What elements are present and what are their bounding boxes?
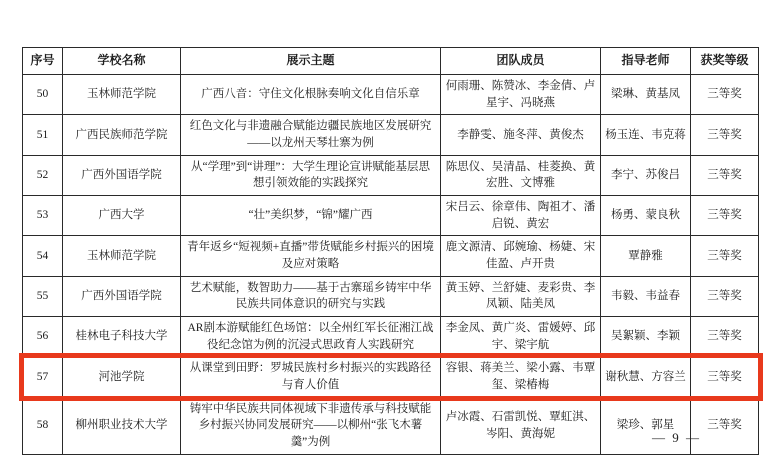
- cell-award: 三等奖: [691, 276, 759, 316]
- cell-no: 51: [23, 115, 63, 155]
- cell-theme: 艺术赋能，数智助力——基于古寨瑶乡铸牢中华民族共同体意识的研究与实践: [181, 276, 441, 316]
- cell-school: 玉林师范学院: [63, 236, 181, 276]
- cell-teachers: 梁琳、黄基凤: [601, 75, 691, 115]
- cell-team: 卢冰霞、石雷凯悦、覃虹淇、岑阳、黄海妮: [441, 397, 601, 454]
- cell-award: 三等奖: [691, 357, 759, 397]
- cell-theme: AR剧本游赋能红色场馆：以全州红军长征湘江战役纪念馆为例的沉浸式思政育人实践研究: [181, 317, 441, 357]
- cell-teachers: 梁珍、郭星: [601, 397, 691, 454]
- table-row: [23, 155, 759, 195]
- cell-team: 鹿文源清、邱婉瑜、杨婕、宋佳盈、卢开贵: [441, 236, 601, 276]
- column-header: 序号: [23, 48, 63, 75]
- cell-school: 广西民族师范学院: [63, 115, 181, 155]
- cell-theme: 从“学理”到“讲理”：大学生理论宣讲赋能基层思想引领效能的实践探究: [181, 155, 441, 195]
- column-header: 展示主题: [181, 48, 441, 75]
- cell-school: 河池学院: [63, 357, 181, 397]
- column-header: 获奖等级: [691, 48, 759, 75]
- cell-award: 三等奖: [691, 236, 759, 276]
- cell-no: 55: [23, 276, 63, 316]
- cell-school: 柳州职业技术大学: [63, 397, 181, 454]
- table-body: [23, 75, 759, 455]
- cell-team: 李金凤、黄广炎、雷媛婷、邱宇、梁宇航: [441, 317, 601, 357]
- cell-teachers: 杨玉连、韦克蒋: [601, 115, 691, 155]
- page-number: — 9 —: [652, 430, 701, 445]
- cell-team: 黄玉婷、兰舒婕、麦彩贵、李凤颖、陆美凤: [441, 276, 601, 316]
- cell-award: 三等奖: [691, 115, 759, 155]
- table-row: [23, 236, 759, 276]
- cell-teachers: 吴絮颖、李颖: [601, 317, 691, 357]
- cell-no: 56: [23, 317, 63, 357]
- cell-teachers: 韦毅、韦益春: [601, 276, 691, 316]
- cell-school: 广西外国语学院: [63, 276, 181, 316]
- cell-no: 52: [23, 155, 63, 195]
- cell-award: 三等奖: [691, 75, 759, 115]
- cell-award: 三等奖: [691, 196, 759, 236]
- table-header: [23, 48, 759, 75]
- cell-no: 54: [23, 236, 63, 276]
- awards-table: [22, 47, 759, 455]
- cell-theme: “壮”美织梦，“锦”耀广西: [181, 196, 441, 236]
- cell-teachers: 杨勇、蒙良秋: [601, 196, 691, 236]
- column-header: 指导老师: [601, 48, 691, 75]
- table-row: [23, 115, 759, 155]
- table-row: [23, 75, 759, 115]
- cell-teachers: 覃静雅: [601, 236, 691, 276]
- column-header: 团队成员: [441, 48, 601, 75]
- cell-no: 53: [23, 196, 63, 236]
- table-header-row: [23, 48, 759, 75]
- cell-school: 玉林师范学院: [63, 75, 181, 115]
- table-row: [23, 397, 759, 454]
- column-header: 学校名称: [63, 48, 181, 75]
- cell-award: 三等奖: [691, 155, 759, 195]
- cell-no: 50: [23, 75, 63, 115]
- table-row: [23, 317, 759, 357]
- cell-theme: 广西八音：守住文化根脉奏响文化自信乐章: [181, 75, 441, 115]
- cell-no: 58: [23, 397, 63, 454]
- cell-team: 李静雯、施冬萍、黄俊杰: [441, 115, 601, 155]
- cell-theme: 从课堂到田野：罗城民族村乡村振兴的实践路径与育人价值: [181, 357, 441, 397]
- cell-theme: 青年返乡“短视频+直播”带货赋能乡村振兴的困境及应对策略: [181, 236, 441, 276]
- cell-team: 陈思仪、吴清晶、桂菱换、黄宏胜、文博雅: [441, 155, 601, 195]
- cell-award: 三等奖: [691, 317, 759, 357]
- cell-theme: 铸牢中华民族共同体视域下非遗传承与科技赋能乡村振兴协同发展研究——以柳州“张飞木薯羹”为例: [181, 397, 441, 454]
- table-row: [23, 276, 759, 316]
- cell-team: 何雨珊、陈赞冰、李金倩、卢星宇、冯晓燕: [441, 75, 601, 115]
- cell-school: 桂林电子科技大学: [63, 317, 181, 357]
- cell-no: 57: [23, 357, 63, 397]
- cell-award: 三等奖: [691, 397, 759, 454]
- table-row: [23, 196, 759, 236]
- cell-team: 容银、蒋美兰、梁小露、韦覃玺、梁椿梅: [441, 357, 601, 397]
- cell-team: 宋吕云、徐章伟、陶祖才、潘启锐、黄宏: [441, 196, 601, 236]
- cell-teachers: 李宁、苏俊吕: [601, 155, 691, 195]
- cell-teachers: 谢秋慧、方容兰: [601, 357, 691, 397]
- cell-school: 广西大学: [63, 196, 181, 236]
- cell-school: 广西外国语学院: [63, 155, 181, 195]
- table-row-highlighted: [23, 357, 759, 397]
- cell-theme: 红色文化与非遗融合赋能边疆民族地区发展研究——以龙州天琴壮寨为例: [181, 115, 441, 155]
